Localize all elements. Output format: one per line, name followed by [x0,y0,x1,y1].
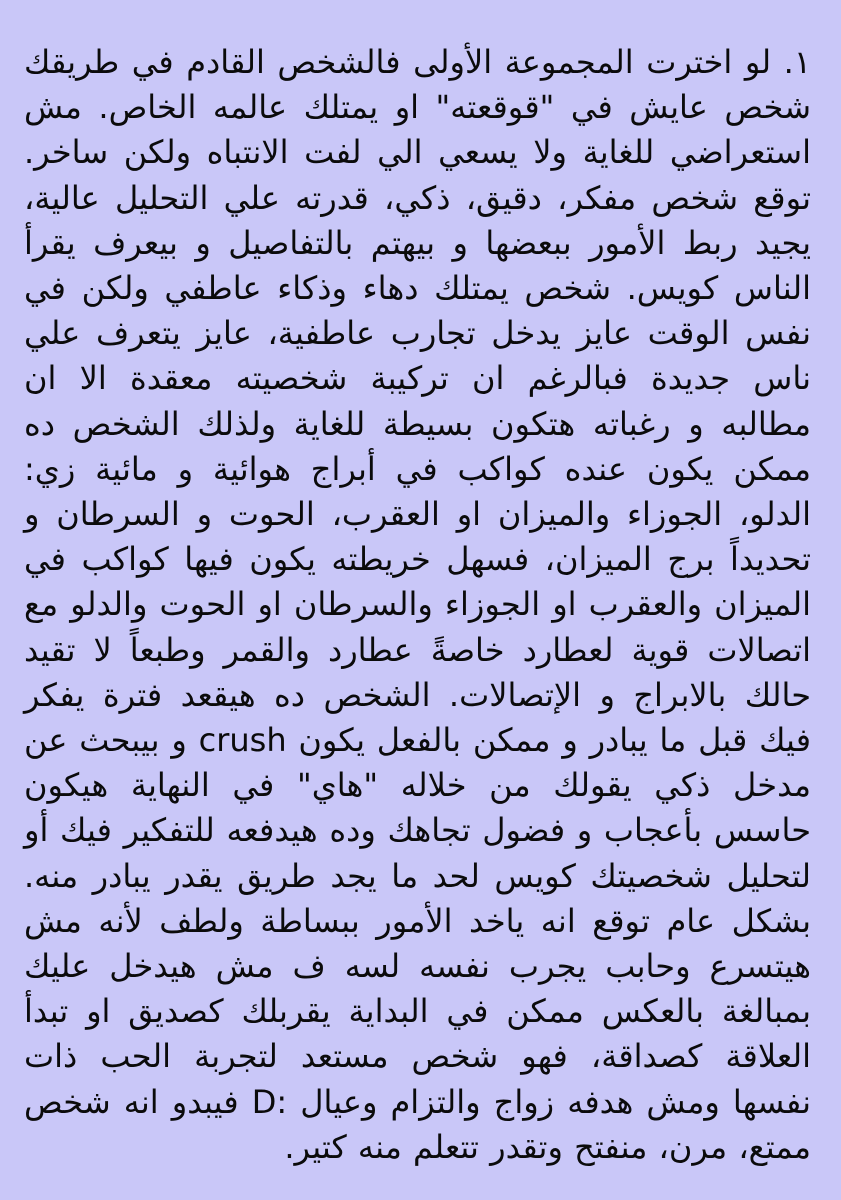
document-paragraph: ١. لو اخترت المجموعة الأولى فالشخص القادم في طريقك شخص عايش في "قوقعته" او يمتلك عالمه الخاص. مش استعراضي للغاية ولا يسعي الي لفت الانتباه ولكن ساخر. توقع شخص مفكر، دقيق، ذكي، قدرته علي التحليل عالية، يجيد ربط الأمور ببعضها و بيهتم بالتفاصيل و بيعرف يقرأ الناس كويس. شخص يمتلك دهاء وذكاء عاطفي ولكن في نفس الوقت عايز يدخل تجارب عاطفية، عايز يتعرف علي ناس جديدة فبالرغم ان تركيبة شخصيته معقدة الا ان مطالبه و رغباته هتكون بسيطة للغاية ولذلك الشخص ده ممكن يكون عنده كواكب في أبراج هوائية و مائية زي: الدلو، الجوزاء والميزان او العقرب، الحوت و السرطان و تحديداً برج الميزان، فسهل خريطته يكون فيها كواكب في الميزان والعقرب او الجوزاء والسرطان او الحوت والدلو مع اتصالات قوية لعطارد خاصةً عطارد والقمر وطبعاً لا تقيد حالك بالابراج و الإتصالات. الشخص ده هيقعد فترة يفكر فيك قبل ما يبادر و ممكن بالفعل يكون crush و بيبحث عن مدخل ذكي يقولك من خلاله "هاي" في النهاية هيكون حاسس بأعجاب و فضول تجاهك وده هيدفعه للتفكير فيك أو لتحليل شخصيتك كويس لحد ما يجد طريق يقدر يبادر منه. بشكل عام توقع انه ياخد الأمور ببساطة ولطف لأنه مش هيتسرع وحابب يجرب نفسه لسه ف مش هيدخل عليك بمبالغة بالعكس ممكن في البداية يقربلك كصديق او تبدأ العلاقة كصداقة، فهو شخص مستعد لتجربة الحب ذات نفسها ومش هدفه زواج والتزام وعيال :D فيبدو انه شخص ممتع، مرن، منفتح وتقدر تتعلم منه كتير. [24,43,812,1166]
